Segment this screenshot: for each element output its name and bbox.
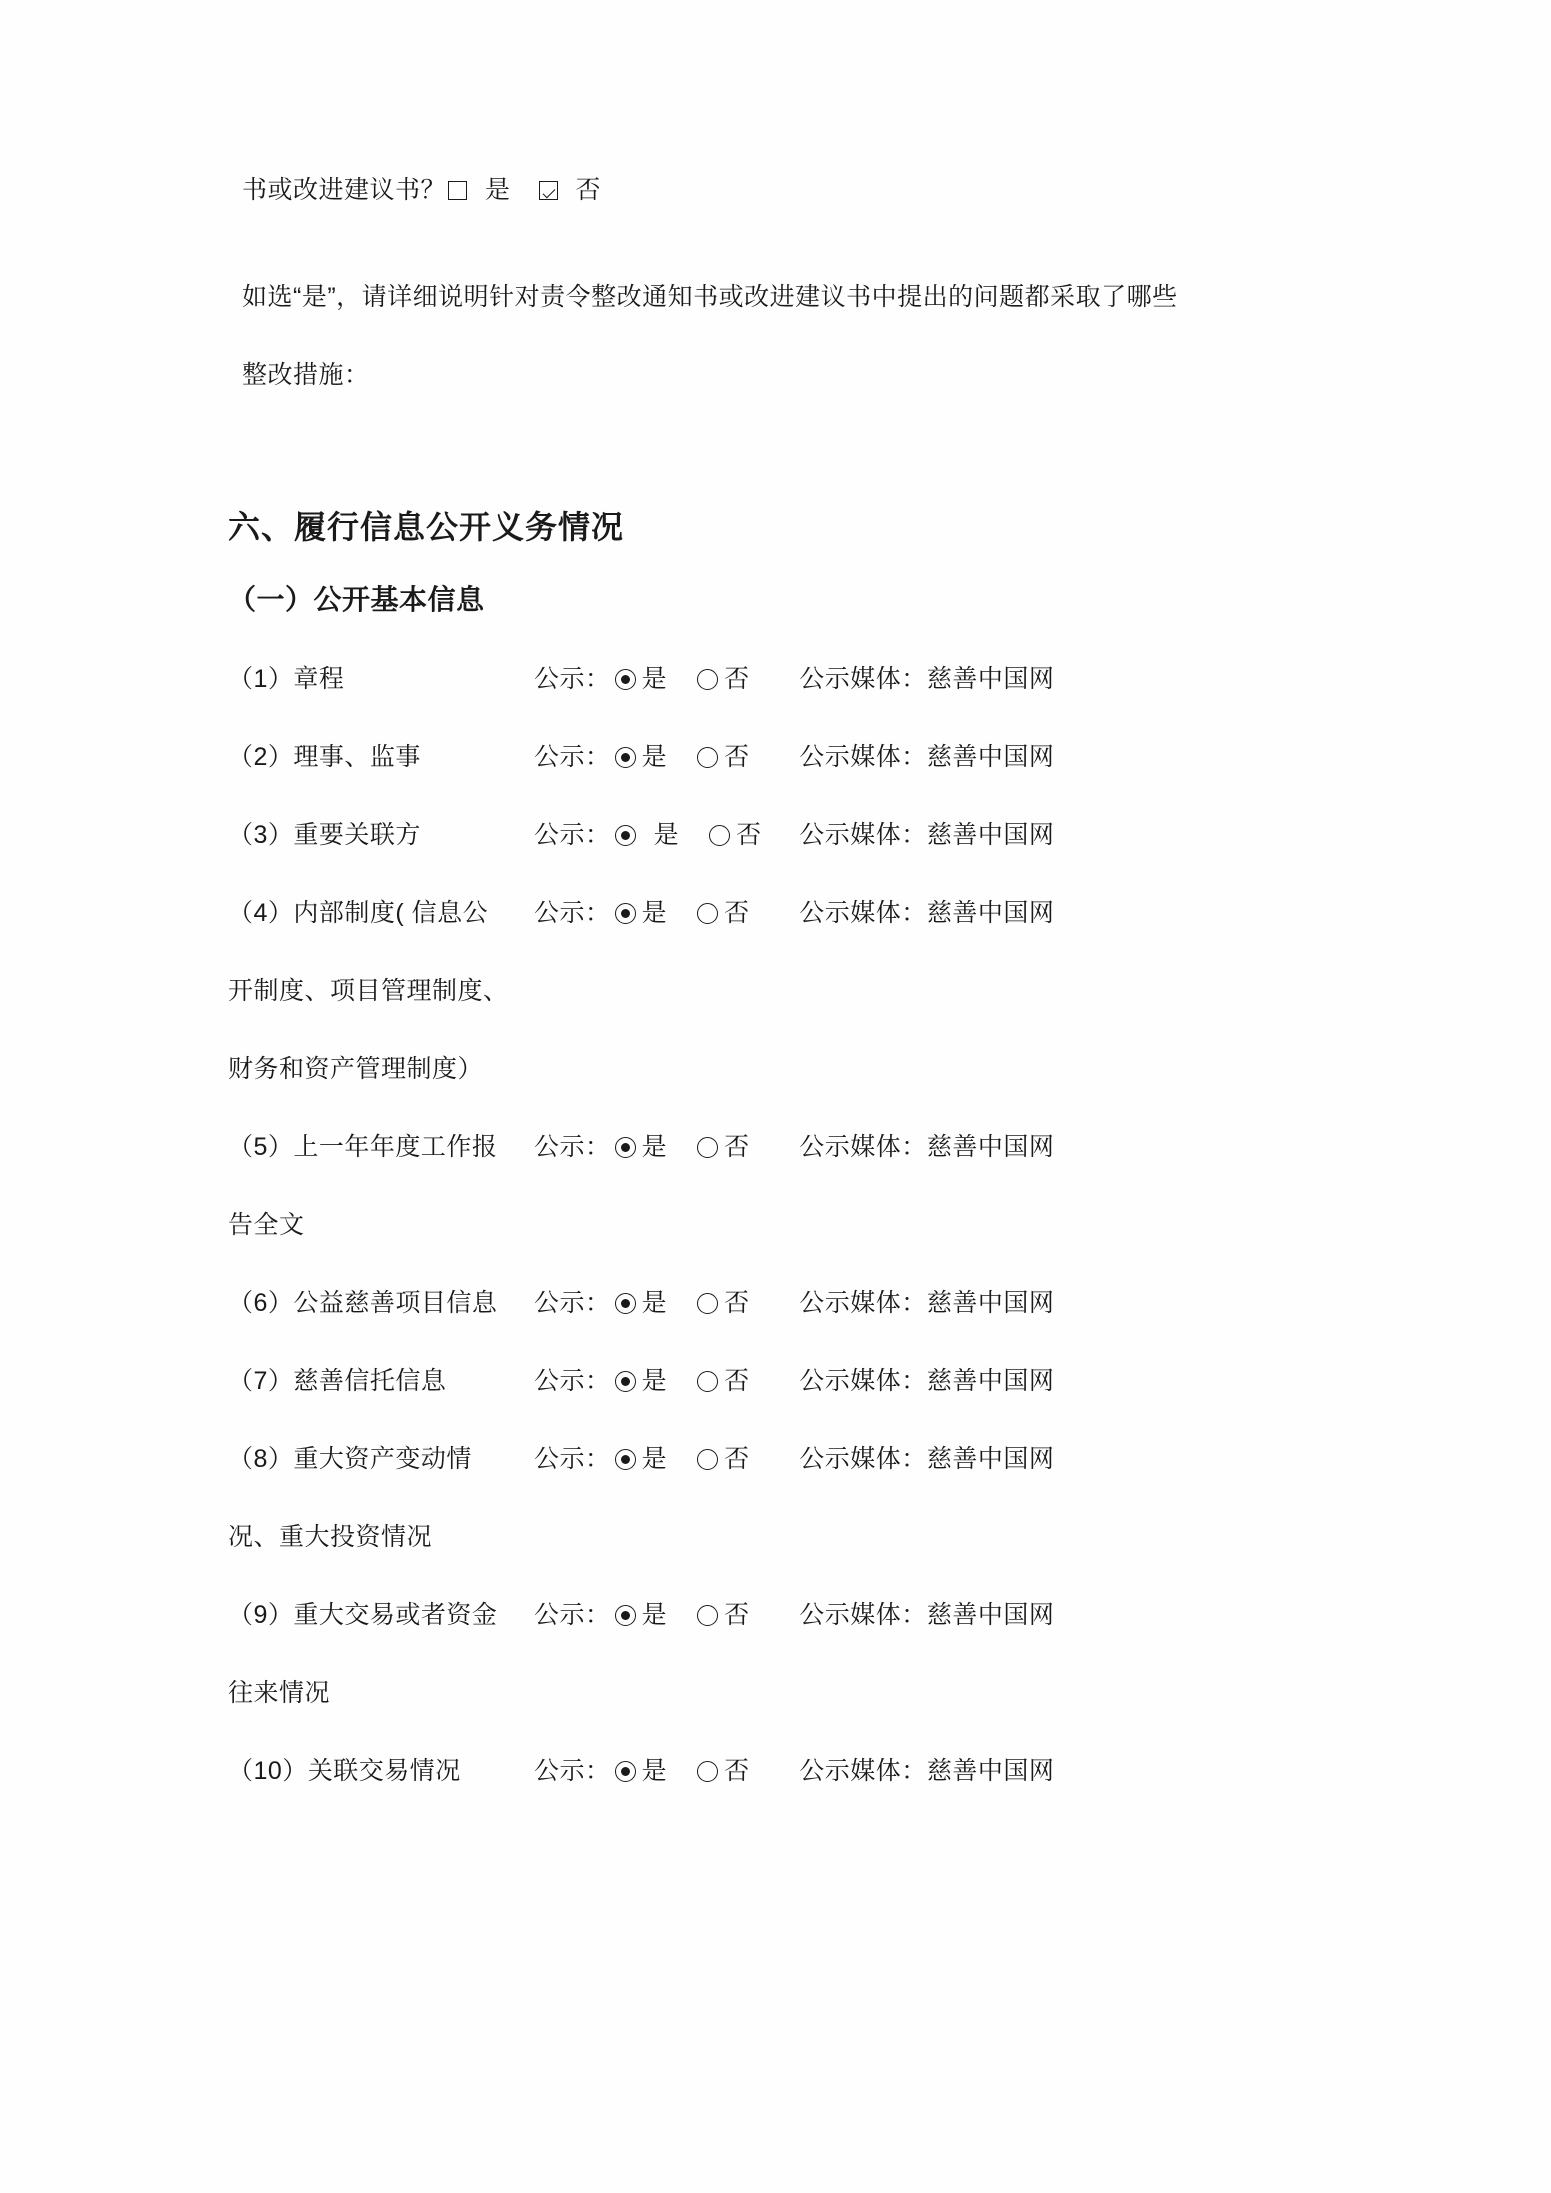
disclose-prefix: 公示：: [534, 1367, 611, 1395]
item-label: （4）内部制度( 信息公: [228, 899, 489, 927]
item-disclose-cell: [534, 1576, 799, 1654]
disclose-no-radio[interactable]: [697, 1371, 718, 1392]
item-label-cell: [228, 640, 534, 718]
disclose-yes-radio[interactable]: [615, 1371, 636, 1392]
item-label-continuation-cell: [228, 1030, 1238, 1108]
item-media-cell: [799, 718, 1238, 796]
media-prefix: 公示媒体：: [799, 1289, 927, 1317]
item-label-continuation: 况、重大投资情况: [228, 1523, 433, 1551]
disclose-no-radio[interactable]: [697, 747, 718, 768]
media-value: 慈善中国网: [926, 1289, 1055, 1317]
media-prefix: 公示媒体：: [799, 1757, 927, 1785]
table-row: [228, 1420, 1238, 1498]
item-label-cell: [228, 718, 534, 796]
disclose-no-label: 否: [724, 1445, 750, 1473]
media-prefix: 公示媒体：: [799, 1601, 927, 1629]
item-media-cell: [799, 874, 1238, 952]
item-media-cell: [799, 1420, 1238, 1498]
disclose-no-label: 否: [724, 665, 750, 693]
disclose-no-label: 否: [724, 1289, 750, 1317]
page-content: [228, 170, 1328, 1810]
item-label-continuation: 开制度、项目管理制度、: [228, 977, 509, 1005]
disclose-no-label: 否: [724, 899, 750, 927]
disclose-prefix: 公示：: [534, 1289, 611, 1317]
disclose-prefix: 公示：: [534, 1133, 611, 1161]
table-row: [228, 718, 1238, 796]
item-label-continuation: 告全文: [228, 1211, 305, 1239]
item-label: （10）关联交易情况: [228, 1757, 461, 1785]
media-value: 慈善中国网: [926, 1601, 1055, 1629]
disclose-prefix: 公示：: [534, 1757, 611, 1785]
top-option-yes-checkbox[interactable]: [448, 181, 467, 200]
disclose-yes-label: 是: [641, 1601, 668, 1629]
item-label: （2）理事、监事: [228, 743, 421, 771]
media-prefix: 公示媒体：: [799, 665, 927, 693]
item-label-cell: [228, 796, 534, 874]
disclose-no-radio[interactable]: [709, 825, 730, 846]
item-disclose-cell: [534, 874, 799, 952]
disclose-prefix: 公示：: [534, 1445, 611, 1473]
top-option-yes-label: 是: [485, 176, 511, 204]
disclose-yes-label: 是: [641, 1133, 668, 1161]
disclose-yes-radio[interactable]: [615, 747, 636, 768]
disclose-yes-label: 是: [641, 1367, 668, 1395]
item-label: （7）慈善信托信息: [228, 1367, 447, 1395]
disclose-prefix: 公示：: [534, 743, 611, 771]
disclose-yes-label: 是: [641, 1445, 668, 1473]
disclose-yes-radio[interactable]: [615, 825, 636, 846]
disclose-yes-label: 是: [641, 1757, 668, 1785]
item-disclose-cell: [534, 1264, 799, 1342]
disclose-yes-radio[interactable]: [615, 1605, 636, 1626]
item-disclose-cell: [534, 1732, 799, 1810]
media-value: 慈善中国网: [926, 1367, 1055, 1395]
table-row-continuation: [228, 1498, 1238, 1576]
subsection-heading: （一）公开基本信息: [228, 584, 485, 615]
media-value: 慈善中国网: [926, 743, 1055, 771]
disclose-no-radio[interactable]: [697, 669, 718, 690]
disclose-no-label: 否: [724, 1367, 750, 1395]
disclose-yes-radio[interactable]: [615, 1137, 636, 1158]
item-label: （1）章程: [228, 665, 345, 693]
item-label-cell: [228, 1264, 534, 1342]
disclose-yes-radio[interactable]: [615, 669, 636, 690]
instruction-line-1: 如选“是”，请详细说明针对责令整改通知书或改进建议书中提出的问题都采取了哪些: [242, 283, 1178, 311]
disclose-yes-label: 是: [641, 665, 668, 693]
item-media-cell: [799, 1732, 1238, 1810]
table-row: [228, 1342, 1238, 1420]
item-label: （6）公益慈善项目信息: [228, 1289, 498, 1317]
disclose-no-label: 否: [724, 1757, 750, 1785]
table-row: [228, 1264, 1238, 1342]
media-prefix: 公示媒体：: [799, 1445, 927, 1473]
item-media-cell: [799, 1264, 1238, 1342]
item-disclose-cell: [534, 1108, 799, 1186]
disclosure-items-body: [228, 640, 1238, 1810]
item-media-cell: [799, 1108, 1238, 1186]
table-row: [228, 1732, 1238, 1810]
item-label-cell: [228, 1732, 534, 1810]
table-row: [228, 1108, 1238, 1186]
media-value: 慈善中国网: [926, 821, 1055, 849]
disclose-prefix: 公示：: [534, 665, 611, 693]
table-row: [228, 796, 1238, 874]
table-row: [228, 640, 1238, 718]
media-prefix: 公示媒体：: [799, 743, 927, 771]
disclose-yes-label: 是: [653, 821, 680, 849]
item-label-cell: [228, 1420, 534, 1498]
item-disclose-cell: [534, 796, 799, 874]
item-label-continuation-cell: [228, 952, 1238, 1030]
item-disclose-cell: [534, 640, 799, 718]
disclose-no-radio[interactable]: [697, 1293, 718, 1314]
item-label-continuation-cell: [228, 1654, 1238, 1732]
table-row: [228, 874, 1238, 952]
item-media-cell: [799, 640, 1238, 718]
table-row-continuation: [228, 1030, 1238, 1108]
disclose-prefix: 公示：: [534, 1601, 611, 1629]
top-question-text: 书或改进建议书？: [242, 176, 447, 204]
top-option-no-label: 否: [575, 176, 602, 204]
media-value: 慈善中国网: [926, 1133, 1055, 1161]
item-disclose-cell: [534, 1342, 799, 1420]
disclose-no-label: 否: [736, 821, 762, 849]
media-prefix: 公示媒体：: [799, 821, 927, 849]
disclose-yes-label: 是: [641, 743, 668, 771]
item-label-cell: [228, 1108, 534, 1186]
media-prefix: 公示媒体：: [799, 1133, 927, 1161]
item-media-cell: [799, 1576, 1238, 1654]
disclose-yes-radio[interactable]: [615, 1293, 636, 1314]
item-disclose-cell: [534, 718, 799, 796]
disclose-yes-radio[interactable]: [615, 1449, 636, 1470]
table-row-continuation: [228, 952, 1238, 1030]
item-label-cell: [228, 874, 534, 952]
table-row: [228, 1576, 1238, 1654]
top-option-no-checkbox[interactable]: [539, 181, 558, 200]
disclose-yes-radio[interactable]: [615, 1761, 636, 1782]
table-row-continuation: [228, 1186, 1238, 1264]
item-label-continuation: 往来情况: [228, 1679, 331, 1707]
table-row-continuation: [228, 1654, 1238, 1732]
instruction-line-2: 整改措施：: [242, 361, 370, 389]
item-label-cell: [228, 1576, 534, 1654]
disclose-yes-radio[interactable]: [615, 903, 636, 924]
disclose-prefix: 公示：: [534, 821, 611, 849]
media-prefix: 公示媒体：: [799, 899, 927, 927]
disclose-no-radio[interactable]: [697, 1605, 718, 1626]
item-label: （3）重要关联方: [228, 821, 421, 849]
media-value: 慈善中国网: [926, 1445, 1055, 1473]
disclose-no-label: 否: [724, 743, 750, 771]
item-label: （9）重大交易或者资金: [228, 1601, 498, 1629]
disclose-no-label: 否: [724, 1601, 750, 1629]
media-prefix: 公示媒体：: [799, 1367, 927, 1395]
item-label: （8）重大资产变动情: [228, 1445, 472, 1473]
item-media-cell: [799, 796, 1238, 874]
item-media-cell: [799, 1342, 1238, 1420]
item-label-continuation-cell: [228, 1498, 1238, 1576]
item-label: （5）上一年年度工作报: [228, 1133, 498, 1161]
disclose-yes-label: 是: [641, 1289, 668, 1317]
item-label-continuation-cell: [228, 1186, 1238, 1264]
disclose-no-radio[interactable]: [697, 1449, 718, 1470]
media-value: 慈善中国网: [926, 665, 1055, 693]
disclose-yes-label: 是: [641, 899, 668, 927]
section-heading: 六、履行信息公开义务情况: [228, 509, 625, 545]
disclosure-items-table: [228, 640, 1238, 1810]
item-disclose-cell: [534, 1420, 799, 1498]
item-label-cell: [228, 1342, 534, 1420]
disclose-prefix: 公示：: [534, 899, 611, 927]
disclose-no-radio[interactable]: [697, 1761, 718, 1782]
disclose-no-label: 否: [724, 1133, 750, 1161]
media-value: 慈善中国网: [926, 1757, 1055, 1785]
disclose-no-radio[interactable]: [697, 903, 718, 924]
instruction-paragraph: [228, 258, 1328, 414]
item-label-continuation: 财务和资产管理制度）: [228, 1055, 484, 1083]
top-question-row: [228, 170, 1328, 206]
disclose-no-radio[interactable]: [697, 1137, 718, 1158]
media-value: 慈善中国网: [926, 899, 1055, 927]
